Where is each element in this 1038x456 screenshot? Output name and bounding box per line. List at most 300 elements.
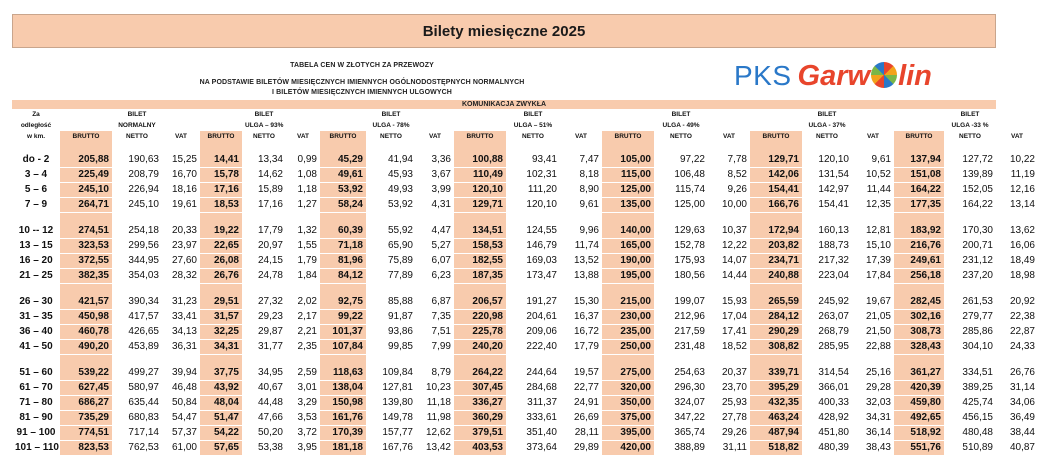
vat-cell: 20,33	[162, 224, 200, 239]
spacer-cell	[200, 142, 242, 153]
subcol-netto: NETTO	[112, 131, 162, 142]
netto-cell: 314,54	[802, 366, 852, 381]
netto-cell: 146,79	[506, 239, 560, 254]
vat-cell: 15,93	[708, 295, 750, 310]
brutto-cell: 166,76	[750, 198, 802, 213]
netto-cell: 351,40	[506, 426, 560, 441]
bilet-label: BILET	[381, 111, 401, 118]
table-row	[12, 295, 1038, 310]
brutto-cell: 84,12	[320, 269, 366, 284]
netto-cell: 354,03	[112, 269, 162, 284]
vat-cell: 2,21	[286, 325, 320, 340]
vat-cell: 31,11	[708, 441, 750, 456]
vat-cell: 24,33	[996, 340, 1038, 355]
vat-cell: 22,88	[852, 340, 894, 355]
spacer-cell	[852, 284, 894, 296]
netto-cell: 191,27	[506, 295, 560, 310]
vat-cell: 34,13	[162, 325, 200, 340]
brutto-cell: 240,20	[454, 340, 506, 355]
vat-cell: 3,95	[286, 441, 320, 456]
brutto-cell: 823,53	[60, 441, 112, 456]
group-spacer	[320, 120, 366, 131]
price-sheet	[12, 14, 1035, 453]
distance-cell: do - 2	[12, 153, 60, 168]
subcol-netto: NETTO	[802, 131, 852, 142]
vat-cell: 32,03	[852, 396, 894, 411]
brutto-cell: 307,45	[454, 381, 506, 396]
spacer-cell	[366, 213, 416, 225]
brutto-cell: 395,29	[750, 381, 802, 396]
netto-cell: 170,30	[944, 224, 996, 239]
brutto-cell: 432,35	[750, 396, 802, 411]
group-spacer	[750, 120, 802, 131]
netto-cell: 426,65	[112, 325, 162, 340]
vat-cell: 17,84	[852, 269, 894, 284]
distance-cell: 26 – 30	[12, 295, 60, 310]
spacer-cell	[12, 213, 60, 225]
title-bar	[12, 14, 996, 48]
vat-cell: 27,60	[162, 254, 200, 269]
brutto-cell: 264,22	[454, 366, 506, 381]
brutto-cell: 256,18	[894, 269, 944, 284]
netto-cell: 635,44	[112, 396, 162, 411]
brutto-cell: 420,39	[894, 381, 944, 396]
brutto-cell: 459,80	[894, 396, 944, 411]
vat-cell: 7,35	[416, 310, 454, 325]
vat-cell: 4,47	[416, 224, 454, 239]
subcol-netto: NETTO	[506, 131, 560, 142]
subcol-brutto: BRUTTO	[454, 131, 506, 142]
subcol-vat: VAT	[286, 131, 320, 142]
spacer-cell	[12, 284, 60, 296]
logo-garwolin-part-1: Garw	[797, 59, 871, 92]
vat-cell: 8,90	[560, 183, 602, 198]
table-row	[12, 396, 1038, 411]
brutto-cell: 275,00	[602, 366, 654, 381]
table-row	[12, 239, 1038, 254]
pks-garwolin-logo	[734, 52, 974, 100]
spacer-cell	[894, 213, 944, 225]
vat-cell: 3,53	[286, 411, 320, 426]
distance-cell: 21 – 25	[12, 269, 60, 284]
dist-header-wkm: w km.	[12, 131, 60, 142]
netto-cell: 324,07	[654, 396, 708, 411]
netto-cell: 124,55	[506, 224, 560, 239]
brutto-cell: 205,88	[60, 153, 112, 168]
netto-cell: 45,93	[366, 168, 416, 183]
netto-cell: 373,64	[506, 441, 560, 456]
brutto-cell: 31,57	[200, 310, 242, 325]
spacer-cell	[944, 284, 996, 296]
netto-cell: 17,16	[242, 198, 286, 213]
brutto-cell: 161,76	[320, 411, 366, 426]
vat-cell: 20,37	[708, 366, 750, 381]
spacer-cell	[112, 284, 162, 296]
subcol-vat: VAT	[560, 131, 602, 142]
table-row	[12, 183, 1038, 198]
netto-cell: 157,77	[366, 426, 416, 441]
vat-cell: 18,49	[996, 254, 1038, 269]
vat-cell: 12,81	[852, 224, 894, 239]
spacer-cell	[802, 142, 852, 153]
brutto-cell: 107,84	[320, 340, 366, 355]
netto-cell: 29,23	[242, 310, 286, 325]
table-row	[12, 325, 1038, 340]
brutto-cell: 34,31	[200, 340, 242, 355]
netto-cell: 93,41	[506, 153, 560, 168]
netto-cell: 285,86	[944, 325, 996, 340]
netto-cell: 365,74	[654, 426, 708, 441]
brutto-cell: 234,71	[750, 254, 802, 269]
vat-cell: 13,42	[416, 441, 454, 456]
netto-cell: 222,40	[506, 340, 560, 355]
spacer-cell	[454, 142, 506, 153]
vat-cell: 7,51	[416, 325, 454, 340]
brutto-cell: 187,35	[454, 269, 506, 284]
group-spacer	[750, 109, 802, 120]
brutto-cell: 264,71	[60, 198, 112, 213]
netto-cell: 53,38	[242, 441, 286, 456]
brutto-cell: 216,76	[894, 239, 944, 254]
spacer-cell	[506, 142, 560, 153]
table-row	[12, 168, 1038, 183]
vat-cell: 17,04	[708, 310, 750, 325]
vat-cell: 39,94	[162, 366, 200, 381]
spacer-cell	[654, 284, 708, 296]
spacer-cell	[852, 142, 894, 153]
netto-cell: 244,64	[506, 366, 560, 381]
netto-cell: 388,89	[654, 441, 708, 456]
brutto-cell: 115,00	[602, 168, 654, 183]
vat-cell: 50,84	[162, 396, 200, 411]
group-spacer	[852, 109, 894, 120]
table-row	[12, 366, 1038, 381]
vat-cell: 17,79	[560, 340, 602, 355]
netto-cell: 31,77	[242, 340, 286, 355]
spacer-cell	[200, 284, 242, 296]
brutto-cell: 53,92	[320, 183, 366, 198]
brutto-cell: 151,08	[894, 168, 944, 183]
spacer-cell	[750, 142, 802, 153]
distance-cell: 16 – 20	[12, 254, 60, 269]
brutto-cell: 361,27	[894, 366, 944, 381]
netto-cell: 97,22	[654, 153, 708, 168]
brutto-cell: 265,59	[750, 295, 802, 310]
vat-cell: 34,31	[852, 411, 894, 426]
brutto-cell: 99,22	[320, 310, 366, 325]
spacer-cell	[60, 213, 112, 225]
brutto-cell: 328,43	[894, 340, 944, 355]
vat-cell: 7,78	[708, 153, 750, 168]
subcol-brutto: BRUTTO	[320, 131, 366, 142]
subcol-vat: VAT	[996, 131, 1038, 142]
netto-cell: 120,10	[506, 198, 560, 213]
netto-cell: 237,20	[944, 269, 996, 284]
vat-cell: 11,44	[852, 183, 894, 198]
netto-cell: 93,86	[366, 325, 416, 340]
vat-cell: 11,98	[416, 411, 454, 426]
spacer-cell	[242, 213, 286, 225]
netto-cell: 24,15	[242, 254, 286, 269]
table-row	[12, 441, 1038, 456]
vat-cell: 11,19	[996, 168, 1038, 183]
subcol-vat: VAT	[708, 131, 750, 142]
netto-cell: 333,61	[506, 411, 560, 426]
distance-cell: 5 – 6	[12, 183, 60, 198]
vat-cell: 5,27	[416, 239, 454, 254]
brutto-cell: 183,92	[894, 224, 944, 239]
netto-cell: 47,66	[242, 411, 286, 426]
header-line-1: TABELA CEN W ZŁOTYCH ZA PRZEWOZY	[290, 62, 434, 69]
vat-cell: 38,44	[996, 426, 1038, 441]
netto-cell: 173,47	[506, 269, 560, 284]
netto-cell: 44,48	[242, 396, 286, 411]
vat-cell: 3,67	[416, 168, 454, 183]
netto-cell: 304,10	[944, 340, 996, 355]
netto-cell: 142,97	[802, 183, 852, 198]
spacer-row	[12, 142, 1038, 153]
vat-cell: 16,72	[560, 325, 602, 340]
vat-cell: 6,23	[416, 269, 454, 284]
table-row	[12, 340, 1038, 355]
netto-cell: 717,14	[112, 426, 162, 441]
distance-cell: 36 – 40	[12, 325, 60, 340]
spacer-cell	[416, 213, 454, 225]
brutto-cell: 137,94	[894, 153, 944, 168]
brutto-cell: 240,88	[750, 269, 802, 284]
vat-cell: 34,06	[996, 396, 1038, 411]
dist-header-odleglosc: odległość	[20, 122, 52, 129]
netto-cell: 217,32	[802, 254, 852, 269]
vat-cell: 16,70	[162, 168, 200, 183]
brutto-cell: 135,00	[602, 198, 654, 213]
brutto-cell: 71,18	[320, 239, 366, 254]
vat-cell: 28,32	[162, 269, 200, 284]
netto-cell: 167,76	[366, 441, 416, 456]
brutto-cell: 249,61	[894, 254, 944, 269]
vat-cell: 7,99	[416, 340, 454, 355]
vat-cell: 25,93	[708, 396, 750, 411]
group-spacer	[416, 109, 454, 120]
spacer-cell	[320, 213, 366, 225]
netto-cell: 55,92	[366, 224, 416, 239]
netto-cell: 456,15	[944, 411, 996, 426]
subcol-netto: NETTO	[654, 131, 708, 142]
distance-cell: 71 – 80	[12, 396, 60, 411]
brutto-cell: 57,65	[200, 441, 242, 456]
brutto-cell: 308,73	[894, 325, 944, 340]
vat-cell: 18,16	[162, 183, 200, 198]
group-spacer	[894, 120, 944, 131]
spacer-cell	[750, 355, 802, 367]
vat-cell: 36,31	[162, 340, 200, 355]
spacer-cell	[112, 355, 162, 367]
subcol-brutto: BRUTTO	[200, 131, 242, 142]
netto-cell: 53,92	[366, 198, 416, 213]
spacer-row	[12, 213, 1038, 225]
vat-cell: 13,14	[996, 198, 1038, 213]
group-spacer	[852, 120, 894, 131]
spacer-cell	[286, 355, 320, 367]
spacer-cell	[708, 142, 750, 153]
vat-cell: 46,48	[162, 381, 200, 396]
brutto-cell: 15,78	[200, 168, 242, 183]
vat-cell: 17,41	[708, 325, 750, 340]
distance-cell: 7 – 9	[12, 198, 60, 213]
vat-cell: 22,77	[560, 381, 602, 396]
brutto-cell: 177,35	[894, 198, 944, 213]
netto-cell: 152,78	[654, 239, 708, 254]
brutto-cell: 129,71	[750, 153, 802, 168]
brutto-cell: 26,08	[200, 254, 242, 269]
brutto-cell: 32,25	[200, 325, 242, 340]
netto-cell: 389,25	[944, 381, 996, 396]
vat-cell: 10,00	[708, 198, 750, 213]
vat-cell: 3,72	[286, 426, 320, 441]
vat-cell: 23,97	[162, 239, 200, 254]
vat-cell: 24,91	[560, 396, 602, 411]
spacer-cell	[894, 355, 944, 367]
dist-header-za: Za	[32, 111, 40, 118]
spacer-cell	[894, 284, 944, 296]
spacer-cell	[506, 355, 560, 367]
netto-cell: 344,95	[112, 254, 162, 269]
spacer-cell	[944, 355, 996, 367]
vat-cell: 10,22	[996, 153, 1038, 168]
netto-cell: 254,63	[654, 366, 708, 381]
vat-cell: 20,92	[996, 295, 1038, 310]
spacer-row	[12, 355, 1038, 367]
vat-cell: 3,36	[416, 153, 454, 168]
netto-cell: 200,71	[944, 239, 996, 254]
netto-cell: 580,97	[112, 381, 162, 396]
brutto-cell: 48,04	[200, 396, 242, 411]
spacer-cell	[366, 284, 416, 296]
netto-cell: 15,89	[242, 183, 286, 198]
spacer-cell	[286, 284, 320, 296]
brutto-cell: 551,76	[894, 441, 944, 456]
table-row	[12, 269, 1038, 284]
group-spacer	[416, 120, 454, 131]
distance-cell: 81 – 90	[12, 411, 60, 426]
vat-cell: 18,98	[996, 269, 1038, 284]
table-row	[12, 224, 1038, 239]
brutto-cell: 375,00	[602, 411, 654, 426]
group-name: ULGA - 49%	[662, 122, 700, 129]
vat-cell: 36,14	[852, 426, 894, 441]
bilet-label: BILET	[254, 111, 274, 118]
spacer-cell	[560, 355, 602, 367]
logo-garwolin-part-2: lin	[898, 59, 932, 92]
netto-cell: 231,48	[654, 340, 708, 355]
brutto-cell: 336,27	[454, 396, 506, 411]
netto-cell: 499,27	[112, 366, 162, 381]
netto-cell: 129,63	[654, 224, 708, 239]
netto-cell: 20,97	[242, 239, 286, 254]
spacer-cell	[654, 213, 708, 225]
group-spacer	[708, 120, 750, 131]
vat-cell: 9,61	[852, 153, 894, 168]
bilet-label: BILET	[127, 111, 147, 118]
brutto-cell: 323,53	[60, 239, 112, 254]
spacer-cell	[60, 355, 112, 367]
netto-cell: 14,62	[242, 168, 286, 183]
netto-cell: 49,93	[366, 183, 416, 198]
netto-cell: 284,68	[506, 381, 560, 396]
netto-cell: 169,03	[506, 254, 560, 269]
spacer-cell	[602, 355, 654, 367]
brutto-cell: 118,63	[320, 366, 366, 381]
vat-cell: 3,29	[286, 396, 320, 411]
vat-cell: 1,55	[286, 239, 320, 254]
group-spacer	[286, 120, 320, 131]
table-row	[12, 426, 1038, 441]
header-line-2: NA PODSTAWIE BILETÓW MIESIĘCZNYCH IMIENNYCH OGÓLNODOSTĘPNYCH NORMALNYCH	[199, 79, 525, 86]
group-name: ULGA - 37%	[808, 122, 846, 129]
brutto-cell: 17,16	[200, 183, 242, 198]
spacer-cell	[454, 355, 506, 367]
netto-cell: 99,85	[366, 340, 416, 355]
netto-cell: 417,57	[112, 310, 162, 325]
table-row	[12, 153, 1038, 168]
spacer-cell	[242, 284, 286, 296]
spacer-cell	[320, 284, 366, 296]
vat-cell: 13,52	[560, 254, 602, 269]
netto-cell: 680,83	[112, 411, 162, 426]
vat-cell: 19,57	[560, 366, 602, 381]
group-spacer	[894, 109, 944, 120]
table-row	[12, 381, 1038, 396]
netto-cell: 40,67	[242, 381, 286, 396]
spacer-cell	[162, 213, 200, 225]
brutto-cell: 18,53	[200, 198, 242, 213]
vat-cell: 57,37	[162, 426, 200, 441]
table-row	[12, 254, 1038, 269]
netto-cell: 139,80	[366, 396, 416, 411]
netto-cell: 41,94	[366, 153, 416, 168]
netto-cell: 85,88	[366, 295, 416, 310]
spacer-row	[12, 284, 1038, 296]
brutto-cell: 19,22	[200, 224, 242, 239]
netto-cell: 109,84	[366, 366, 416, 381]
brutto-cell: 81,96	[320, 254, 366, 269]
netto-cell: 91,87	[366, 310, 416, 325]
vat-cell: 27,78	[708, 411, 750, 426]
brutto-cell: 450,98	[60, 310, 112, 325]
netto-cell: 131,54	[802, 168, 852, 183]
netto-cell: 164,22	[944, 198, 996, 213]
group-spacer	[454, 109, 506, 120]
netto-cell: 77,89	[366, 269, 416, 284]
vat-cell: 0,99	[286, 153, 320, 168]
spacer-cell	[416, 355, 454, 367]
vat-cell: 26,69	[560, 411, 602, 426]
spacer-cell	[894, 142, 944, 153]
group-name: NORMALNY	[118, 122, 156, 129]
table-row	[12, 411, 1038, 426]
brutto-cell: 230,00	[602, 310, 654, 325]
group-spacer	[996, 109, 1038, 120]
vat-cell: 28,11	[560, 426, 602, 441]
netto-cell: 245,10	[112, 198, 162, 213]
netto-cell: 180,56	[654, 269, 708, 284]
bilet-label: BILET	[960, 111, 980, 118]
netto-cell: 102,31	[506, 168, 560, 183]
vat-cell: 7,47	[560, 153, 602, 168]
vat-cell: 8,52	[708, 168, 750, 183]
vat-cell: 6,87	[416, 295, 454, 310]
brutto-cell: 206,57	[454, 295, 506, 310]
